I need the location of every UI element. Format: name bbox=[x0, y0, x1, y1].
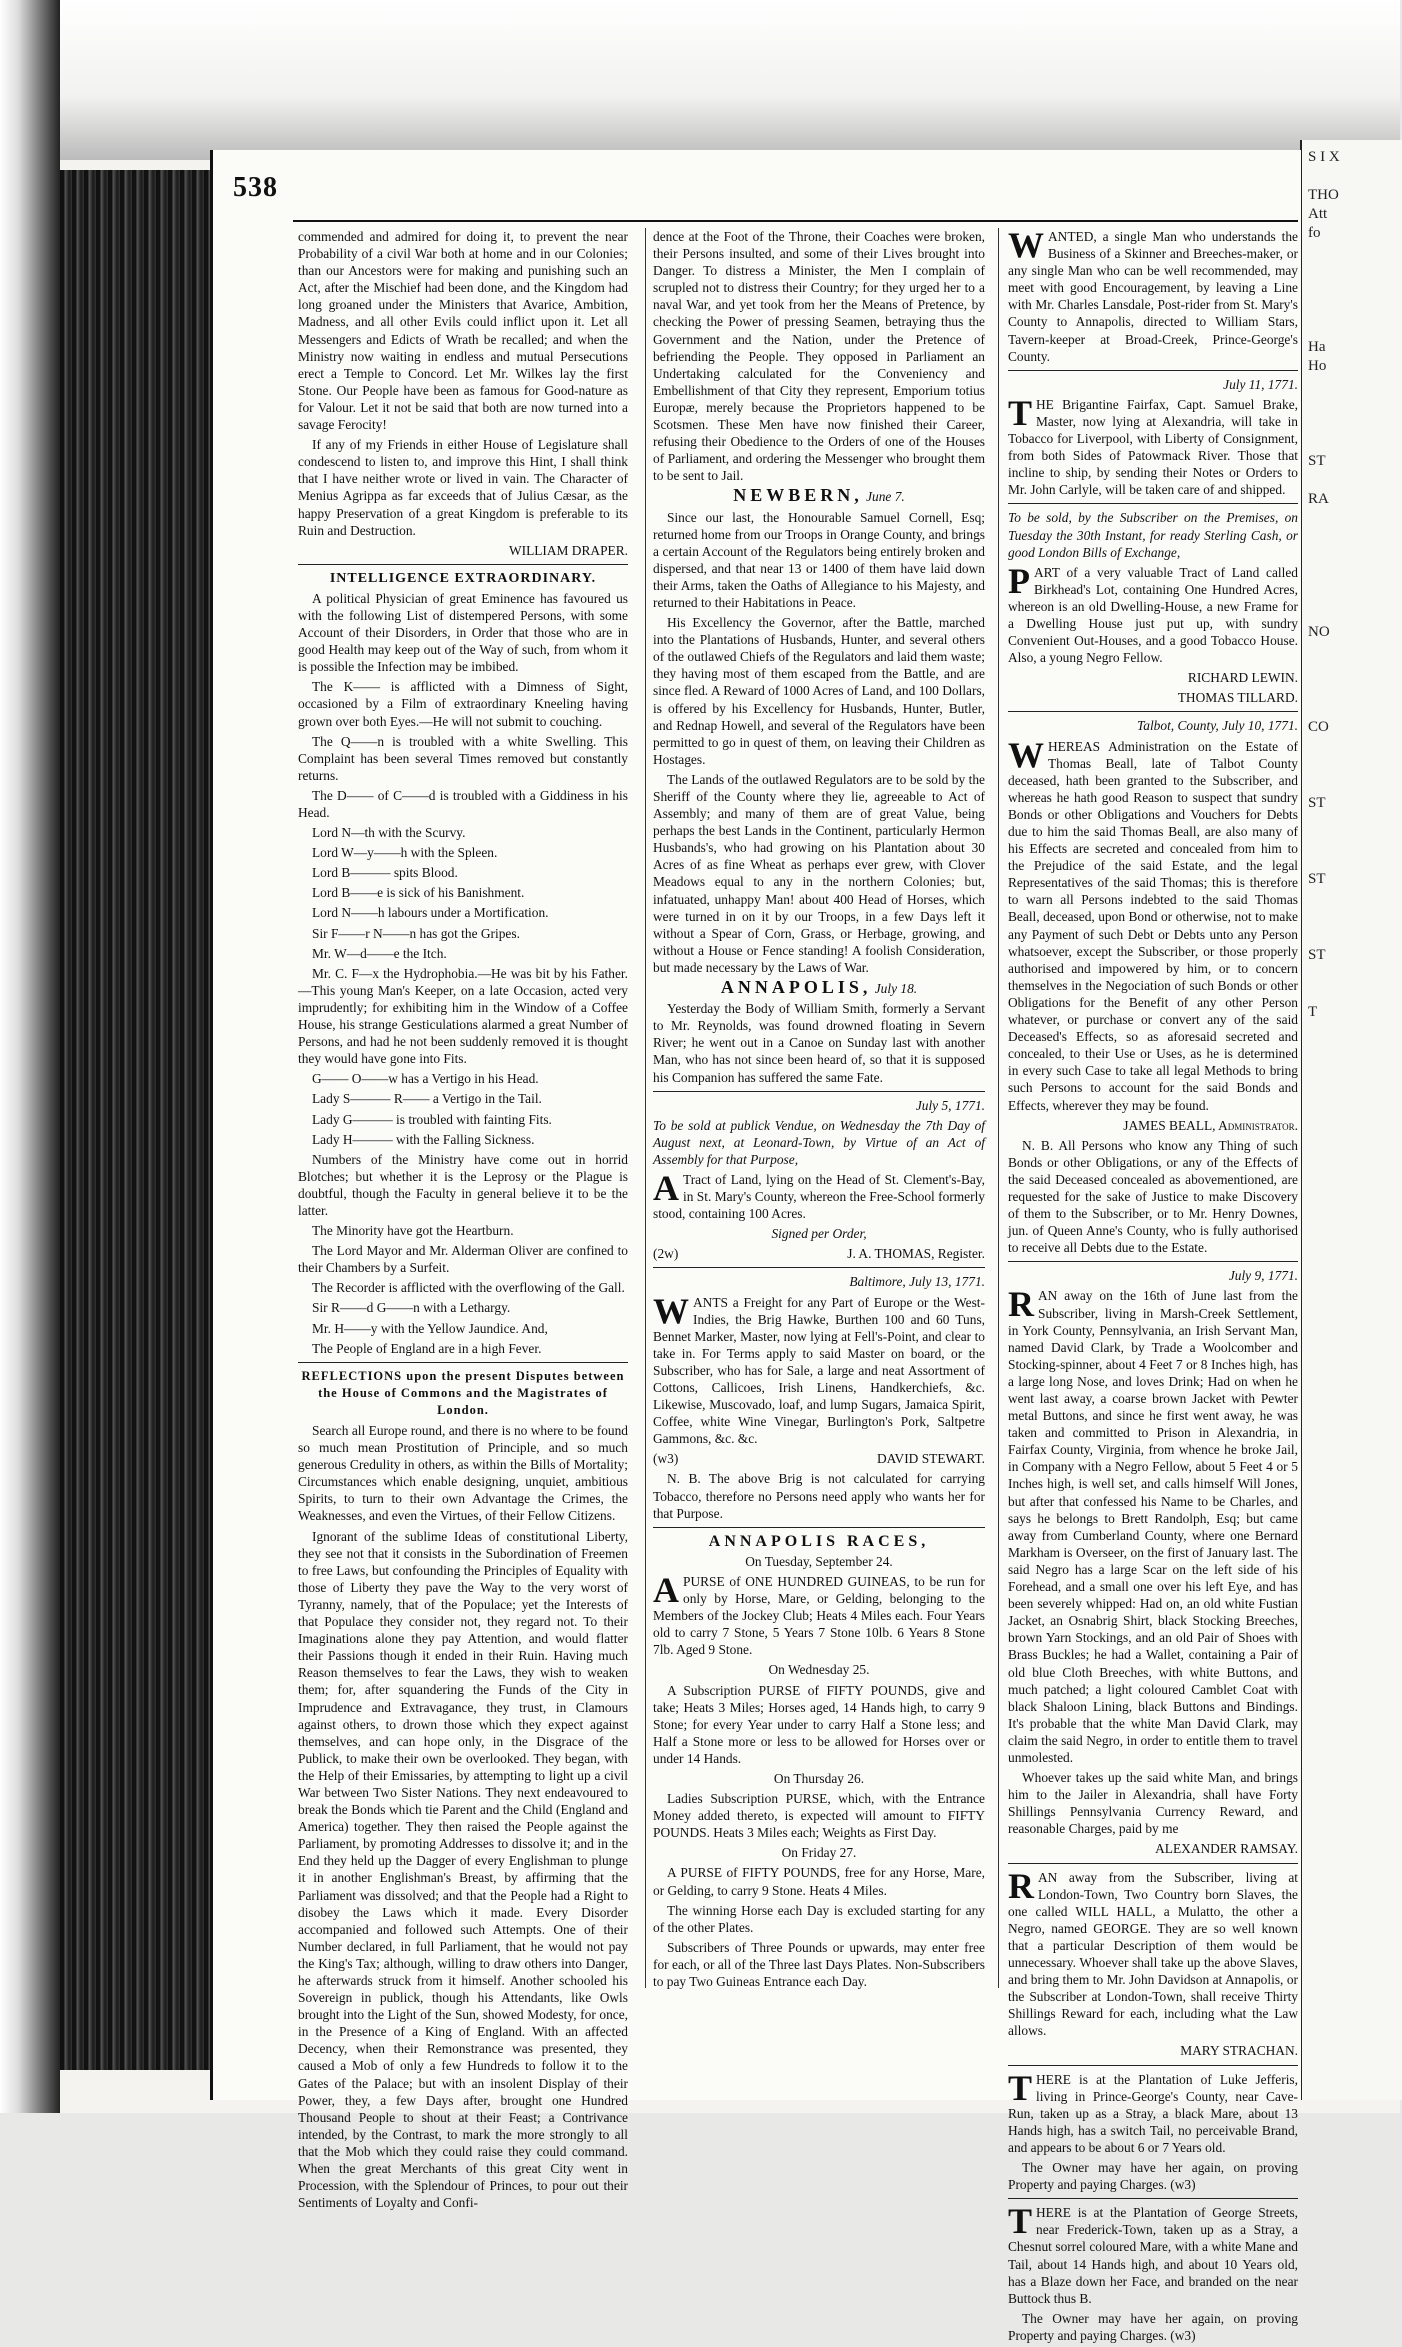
column-2 bbox=[653, 228, 985, 1993]
ad-body: A Tract of Land, lying on the Head of St. Clement's-Bay, in St. Mary's County, whereon the Free-School formerly stood, containing 100 Acres. bbox=[653, 1167, 985, 1222]
newspaper-page bbox=[210, 150, 1301, 2343]
race-body: A PURSE of FIFTY POUNDS, free for any Horse, Mare, or Gelding, to carry 9 Stone. Heats 4 Miles. bbox=[653, 1865, 985, 1898]
race-body: APURSE of ONE HUNDRED GUINEAS, to be run for only by Horse, Mare, or Gelding, belonging to the Members of the Jockey Club; Heats 4 Miles each. Four Years old to carry 7 Stone, 5 Years 7 Stone 10lb. 6 Years 8 Stone 7lb. Aged 9 Stone. bbox=[653, 1569, 985, 1658]
book-spine-edges bbox=[60, 170, 210, 2070]
paragraph: His Excellency the Governor, after the Battle, marched into the Plantations of Husbands, Hunter, and several others of the outlawed Chiefs of the Regulators and laid them waste; they having most of them escaped from the Battle, and are since fled. A Reward of 1000 Acres of Land, and 100 Dollars, is offered by his Excellency for Husbands, Hunter, Butler, and Rednap Howell, and several of the Regulators have been permitted to go in quest of them, on leaving their Children as Hostages. bbox=[653, 615, 985, 767]
signature: RICHARD LEWIN. bbox=[1187, 670, 1298, 686]
ad-footer: (w3) DAVID STEWART. bbox=[653, 1451, 985, 1467]
paragraph: The People of England are in a high Fever. bbox=[312, 1340, 542, 1356]
ad-body: RAN away on the 16th of June last from the Subscriber, living in Marsh-Creek Settlement, in York County, Pennsylvania, an Irish Servant Man, named David Clark, by Trade a Woolcomber and Stocking-spinner, about 4 Feet 7 or 8 Inches high, has a large long Nose, and loves Drink; Had on when he went last away, a coarse brown Jacket with Pewter metal Buttons, and since he first went away, he was taken and committed to Prison in Alexandria, in Fairfax County, Virginia, from whence he broke Jail, in Company with a Negro Fellow, about 5 Feet 4 or 5 Inches high, is well set, and calls himself Will Jones, but after that confessed his Name to be Charles, and says he belongs to Brett Randolph, Esq; but came away from Cumberland County, where one Bernard Markham is Overseer, on the first of January last. The said Negro has a large Scar on the left side of his Forehead, and a small one over his left Eye, and has been severely whipped: Had on, an old white Fustian Jacket, an Osnabrig Shirt, black Stocking Breeches, brown Yarn Stockings, and an old Pair of Shoes with Brass Buckles; he had a Wallet, containing a Pair of old blue Cloth Breeches, with white Buttons, and much patched; a light coloured Camblet Coat with black Shaloon Lining, black Buttons and Bindings. It's probable that the white Man David Clark, may claim the said Negro, in order to entitle them to travel unmolested. bbox=[1008, 1284, 1298, 1765]
ad-intro: To be sold at publick Vendue, on Wednesday the 7th Day of August next, at Leonard-Town, by Virtue of an Act of Assembly for that Purpose, bbox=[653, 1117, 985, 1167]
page-number: 538 bbox=[233, 172, 278, 203]
divider bbox=[653, 1091, 985, 1092]
paragraph: Whoever takes up the said white Man, and brings him to the Jailer in Alexandria, shall have Forty Shillings Pennsylvania Currency Reward, and reasonable Charges, paid by me bbox=[1008, 1770, 1298, 1837]
races-heading: ANNAPOLIS RACES, bbox=[708, 1532, 930, 1550]
paragraph: If any of my Friends in either House of Legislature shall condescend to listen to, and improve this Hint, I shall think that I have neither wrote or lived in vain. The Character of Menius Agrippa as far exceeds that of Julius Cæsar, as the happy Preservation of a great Kingdom is preferable to its Ruin and Destruction. bbox=[298, 437, 628, 538]
list-item: Mr. W—d——e the Itch. bbox=[312, 945, 447, 961]
ad-date: Talbot, County, July 10, 1771. bbox=[1137, 718, 1298, 734]
divider bbox=[1008, 1863, 1298, 1864]
paragraph: The D—— of C——d is troubled with a Giddiness in his Head. bbox=[298, 787, 628, 820]
paragraph: Mr. C. F—x the Hydrophobia.—He was bit by his Father.—This young Man's Keeper, on a late Occasion, acted very imprudently; for exhibiting him in the Window of a Coffee House, his strange Gesticulations alarmed a great Number of Persons, and had he not been suddenly removed it is thought they would have gone into Fits. bbox=[298, 965, 628, 1067]
column-rule bbox=[998, 228, 999, 1988]
ad-date: Baltimore, July 13, 1771. bbox=[849, 1274, 985, 1290]
dateline-date: July 18. bbox=[874, 981, 918, 997]
paragraph: commended and admired for doing it, to prevent the near Probability of a civil War both at home and in our Colonies; than our Ancestors were for making and punishing such an Act, after the Mischief had been done, and the Kingdom had long groaned under the Ministers that Avarice, Ambition, Madness, and all other Evils could inflict upon it. Let all Messengers and Edicts of Wrath be recalled; and when the Ministry now waiting in endless and mutual Persecutions erect a Temple to Concord. Let Mr. Wilkes lay the first Stone. Our People have been as famous for Good-nature as for Valour. Let it not be said that both are now turned into a savage Ferocity! bbox=[298, 229, 628, 433]
list-item: G—— O——w has a Vertigo in his Head. bbox=[312, 1071, 539, 1087]
ad-intro: To be sold, by the Subscriber on the Premises, on Tuesday the 30th Instant, for ready Sterling Cash, or good London Bills of Exchange, bbox=[1008, 510, 1298, 560]
paragraph: The winning Horse each Day is excluded starting for any of the other Plates. bbox=[653, 1902, 985, 1935]
divider bbox=[1008, 1261, 1298, 1262]
ad-body: THERE is at the Plantation of George Streets, near Frederick-Town, taken up as a Stray, a Chesnut sorrel coloured Mare, with a white Mane and Tail, about 14 Hands high, and about 10 Years old, has a Blaze down her Face, and branded on the near Buttock thus B. bbox=[1008, 2201, 1298, 2306]
race-body: A Subscription PURSE of FIFTY POUNDS, give and take; Heats 3 Miles; Horses aged, 14 Hands high, to carry 9 Stone; for every Year under to carry Half a Stone less; and Half a Stone more or less to be allowed for Horses over or under 14 Hands. bbox=[653, 1682, 985, 1766]
facing-page-text: S I X THO Att fo Ha Ho ST RA NO CO ST ST ST T bbox=[1308, 149, 1340, 1020]
paragraph: N. B. The above Brig is not calculated for carrying Tobacco, therefore no Persons need apply who wants her for that Purpose. bbox=[653, 1471, 985, 1521]
column-3 bbox=[1008, 225, 1298, 2347]
ad-date: July 9, 1771. bbox=[1228, 1268, 1298, 1284]
race-body: Ladies Subscription PURSE, which, with the Entrance Money added thereto, is expected will amount to FIFTY POUNDS. Heats 3 Miles each; Weights as First Day. bbox=[653, 1791, 985, 1841]
race-day: On Tuesday, September 24. bbox=[745, 1553, 893, 1569]
ad-body: PART of a very valuable Tract of Land called Birkhead's Lot, containing One Hundred Acres, whereon is an old Dwelling-House, a new Frame for a Dwelling House just put up, with sundry Convenient Out-Houses, and a good Tobacco House. Also, a young Negro Fellow. bbox=[1008, 560, 1298, 666]
list-item: Lord B——— spits Blood. bbox=[312, 865, 458, 881]
paragraph: Subscribers of Three Pounds or upwards, may enter free for each, or all of the Three last Days Plates. Non-Subscribers to pay Two Guineas Entrance each Day. bbox=[653, 1939, 985, 1989]
paragraph: Search all Europe round, and there is no where to be found so much mean Prostitution of Principle, and so much generous Credulity in others, as within the Bills of Mortality; Circumstances which enable designing, unquiet, ambitious Spirits, to turn to their own Advantage the Crimes, the Weaknesses, and even the Virtues, of their Fellow Citizens. bbox=[298, 1423, 628, 1524]
signature: WILLIAM DRAPER. bbox=[508, 542, 628, 558]
ad-body: WANTS a Freight for any Part of Europe or the West-Indies, the Brig Hawke, Burthen 100 and 60 Tuns, Bennet Marker, Master, now lying at Fell's-Point, and clear to take in. For Terms apply to said Master on board, or the Subscriber, who has for Sale, a large and neat Assortment of Cottons, Callicoes, Irish Linens, Handkerchiefs, &c. Likewise, Muscovado, loaf, and lump Sugars, Jamaica Spirit, Coffee, white Wine Vinegar, Burlington's Pork, Saltpetre Gammons, &c. &c. bbox=[653, 1290, 985, 1447]
paragraph: Yesterday the Body of William Smith, formerly a Servant to Mr. Reynolds, was found drowned floating in Severn River; he went out in a Canoe on Sunday last with another Man, who has not since been heard of, so that it is supposed his Companion has suffered the same Fate. bbox=[653, 1001, 985, 1085]
divider bbox=[298, 564, 628, 565]
dateline-place: ANNAPOLIS, bbox=[720, 977, 872, 998]
paragraph: The K—— is afflicted with a Dimness of Sight, occasioned by a Film of extraordinary Kneeling having grown over both Eyes.—He will not submit to couching. bbox=[298, 679, 628, 729]
paragraph: The Q——n is troubled with a white Swelling. This Complaint has been several Times removed but constantly returns. bbox=[298, 733, 628, 783]
divider bbox=[1008, 503, 1298, 504]
list-item: Lady G——— is troubled with fainting Fits. bbox=[312, 1111, 552, 1127]
dateline-place: NEWBERN, bbox=[733, 485, 863, 506]
race-day: On Thursday 26. bbox=[773, 1770, 865, 1786]
list-item: Lord N—th with the Scurvy. bbox=[312, 825, 466, 841]
paragraph: A political Physician of great Eminence has favoured us with the following List of distempered Persons, with some Account of their Disorders, in Order that those who are in good Health may keep out of the Way of such, from whom it is possible the Infection may be imbibed. bbox=[298, 590, 628, 675]
dateline bbox=[653, 979, 985, 997]
section-heading: INTELLIGENCE EXTRAORDINARY. bbox=[329, 570, 597, 586]
dateline-date: June 7. bbox=[866, 489, 905, 505]
binding-shadow bbox=[0, 0, 60, 2113]
list-item: Lord W—y——h with the Spleen. bbox=[312, 845, 498, 861]
paragraph: The Recorder is afflicted with the overflowing of the Gall. bbox=[312, 1280, 625, 1296]
ad-body: WANTED, a single Man who understands the Business of a Skinner and Breeches-maker, or any single Man who can be well recommended, may meet with good Encouragement, by leaving a Line with Mr. Charles Lansdale, Post-rider from St. Mary's County to Annapolis, directed to William Stars, Tavern-keeper at Broad-Creek, Prince-George's County. bbox=[1008, 225, 1298, 364]
paragraph: The Lord Mayor and Mr. Alderman Oliver are confined to their Chambers by a Surfeit. bbox=[298, 1243, 628, 1276]
section-heading: REFLECTIONS upon the present Disputes between the House of Commons and the Magistrates of London. bbox=[301, 1368, 625, 1417]
page-top-edge bbox=[60, 0, 1400, 160]
race-day: On Wednesday 25. bbox=[768, 1662, 870, 1678]
list-item: Lady H——— with the Falling Sickness. bbox=[312, 1131, 535, 1147]
paragraph: The Owner may have her again, on proving Property and paying Charges. (w3) bbox=[1008, 2160, 1298, 2193]
paragraph: N. B. All Persons who know any Thing of such Bonds or other Obligations, or any of the Effects of the said Deceased concealed as abovementioned, are requested for the sake of Justice to make Discovery of them to the Subscriber, or to Mr. Henry Downes, jun. of Queen Anne's County, who is fully authorised to receive all Debts due to the Estate. bbox=[1008, 1137, 1298, 1256]
list-item: Lady S——— R—— a Vertigo in the Tail. bbox=[312, 1091, 542, 1107]
column-1 bbox=[298, 228, 628, 2214]
signature: THOMAS TILLARD. bbox=[1177, 690, 1298, 706]
dateline bbox=[653, 487, 985, 505]
paragraph: Since our last, the Honourable Samuel Cornell, Esq; returned home from our Troops in Orange County, and brings a certain Account of the Regulators being entirely broken and dispersed, and that near 13 or 1400 of them have laid down their Arms, taken the Oaths of Allegiance to his Majesty, and returned to their Habitations in Peace. bbox=[653, 509, 985, 610]
ad-body: RAN away from the Subscriber, living at London-Town, Two Country born Slaves, the one called WILL HALL, a Mulatto, the other a Negro, named GEORGE. They are so well known that a particular Description of them would be unnecessary. Whoever shall take up the above Slaves, and bring them to Mr. John Davidson at Annapolis, or the Subscriber at London-Town, shall receive Thirty Shillings Reward for each, including what the Law allows. bbox=[1008, 1865, 1298, 2039]
signature: ALEXANDER RAMSAY. bbox=[1155, 1841, 1298, 1857]
divider bbox=[653, 1527, 985, 1528]
divider bbox=[653, 1267, 985, 1268]
divider bbox=[1008, 2198, 1298, 2199]
paragraph: The Minority have got the Heartburn. bbox=[312, 1223, 514, 1239]
ad-body: WHEREAS Administration on the Estate of Thomas Beall, late of Talbot County deceased, hath been granted to the Subscriber, and whereas he hath good Reason to suspect that sundry Bonds or other Obligations and Vouchers for Debts due to him the said Thomas Beall, are also many of his Effects are secreted and concealed from him to the Prejudice of the said Estate, and the legal Representatives of the said Thomas; this is therefore to warn all Persons indebted to the said Thomas Beall, deceased, upon Bond or otherwise, not to make any Payment of such Debt or Debts unto any Person whatsoever, except the Subscriber, or those properly authorised and impowered by him, or to concern themselves in the Negociation of such Bonds or other Obligations for the Benefit of any other Person whatever, or purchase or convert any of the said Deceased's Effects, so as aforesaid secreted and concealed, to their Use or Uses, as he is determined in every such Case to take all legal Methods to bring such Persons to account for the said Bonds and Effects, wherever they may be found. bbox=[1008, 734, 1298, 1113]
ad-date: July 5, 1771. bbox=[915, 1097, 985, 1113]
ad-date: July 11, 1771. bbox=[1223, 376, 1298, 392]
divider bbox=[1008, 2065, 1298, 2066]
paragraph: The Owner may have her again, on proving Property and paying Charges. (w3) bbox=[1008, 2310, 1298, 2343]
signature: JAMES BEALL, Administrator. bbox=[1123, 1117, 1298, 1133]
divider bbox=[298, 1362, 628, 1363]
paragraph: The Lands of the outlawed Regulators are to be sold by the Sheriff of the County where they lie, agreeable to Act of Assembly; and many of them are of great Value, being perhaps the best Lands in the Continent, particularly Hermon Husbands's, who had growing on his Plantation about 30 Acres of as fine Wheat as perhaps ever grew, with Clover Meadows equal to any in the northern Colonies; but, infatuated, unhappy Man! about 400 Head of Horses, which were turned in on it by our Troops, in a few Days left it without a Spear of Corn, Grass, or Herbage, growing, and without a House or Fence standing! A foolish Consideration, but made necessary by the Laws of War. bbox=[653, 771, 985, 975]
ad-body: THE Brigantine Fairfax, Capt. Samuel Brake, Master, now lying at Alexandria, will take in Tobacco for Liverpool, with Liberty of Consignment, from both Sides of Patowmack River. Those that incline to ship, by sending their Notes or Orders to Mr. John Carlyle, will be taken care of and shipped. bbox=[1008, 392, 1298, 498]
divider bbox=[1008, 711, 1298, 712]
signature: MARY STRACHAN. bbox=[1180, 2043, 1298, 2059]
ad-signed: Signed per Order, bbox=[771, 1226, 867, 1242]
facing-page-fragment bbox=[1300, 140, 1402, 2100]
ad-footer: (2w) J. A. THOMAS, Register. bbox=[653, 1246, 985, 1262]
list-item: Sir R——d G——n with a Lethargy. bbox=[312, 1300, 511, 1316]
divider bbox=[1008, 370, 1298, 371]
paragraph: Numbers of the Ministry have come out in horrid Blotches; but whether it is the Leprosy or the Plague is doubtful, though the Faculty in general believe it to be the latter. bbox=[298, 1151, 628, 1218]
paragraph: Ignorant of the sublime Ideas of constitutional Liberty, they see not that it consists in the Subordination of Freemen to free Laws, but confounding the Principles of Equality with those of Liberty they pave the Way to the very worst of Tyranny, namely, that of the Populace; yet the Interests of that Populace they consider not, they regard not. To their Imaginations alone they pay Attention, and would flatter their Passions though it ended in their Ruin. Having much Reason themselves to fear the Laws, they wish to weaken them; for, after squandering the Funds of the City in Imprudence and Extravagance, they trust, in Clamours against others, to drown those which they expect against themselves, and can hope only, in the Disgrace of the Publick, to make their own be overlooked. They began, with the Help of their Emissaries, by attempting to light up a civil War between Two Sister Nations. They next endeavoured to break the Bonds which tie Parent and the Child (England and America) together. They then raised the People against the Parliament, by promoting Addresses to dissolve it; and in the End they held up the Dagger of every Englishman to plunge it in another Englishman's Breast, by affirming that the Parliament was dissolved; and that the People had a Right to disobey the Laws which it made. Every Disorder accompanied and followed such Attempts. One of their Number declared, in full Parliament, that he would not pay the King's Tax; although, willing to draw others into Danger, he afterwards struck from it himself. Another schooled his Sovereign in publick, though his Attendants, like Owls brought into the Light of the Sun, showed Modesty, for once, in the Presence of a King of England. With an affected Decency, when their Remonstrance was presented, they caused a Mob of only a few Hundreds to follow it to the Gates of the Palace; but with an insolent Display of their Power, they, a few Days after, brought one Hundred Thousand People to shout at their Feast; a Contrivance intended, by the Contrast, to mark the more strongly to all that the Mob which they could raise they could command. When the great Merchants of this great City went in Procession, with the Splendour of Princes, to pour out their Sentiments of Loyalty and Confi- bbox=[298, 1528, 628, 2211]
list-item: Mr. H——y with the Yellow Jaundice. And, bbox=[312, 1320, 548, 1336]
race-day: On Friday 27. bbox=[781, 1845, 857, 1861]
column-rule bbox=[645, 228, 646, 1988]
list-item: Sir F——r N——n has got the Gripes. bbox=[312, 925, 520, 941]
list-item: Lord N——h labours under a Mortification. bbox=[312, 905, 549, 921]
list-item: Lord B——e is sick of his Banishment. bbox=[312, 885, 525, 901]
paragraph: dence at the Foot of the Throne, their Coaches were broken, their Persons insulted, and some of their Lives brought into Danger. To distress a Minister, the Men I complain of scrupled not to distress their Country; for they urged her to a naval War, and yet took from her the Means of Pretence, by checking the Power of pressing Seamen, betraying thus the Government and the Nation, under the Pretence of befriending the People. They opposed in Parliament an Undertaking calculated for the Conveniency and Embellishment of that City they represent, Emporium totius Europæ, merely because the Proprietors happened to be Scotsmen. These Men have now finished their Career, refusing their Obedience to the Orders of one of the Houses of Parliament, and ordering the Messenger who brought them to be sent to Jail. bbox=[653, 229, 985, 484]
ad-body: THERE is at the Plantation of Luke Jefferis, living in Prince-George's County, near Cave-Run, taken up as a Stray, a black Mare, about 13 Hands high, has a switch Tail, no perceivable Brand, and appears to be about 6 or 7 Years old. bbox=[1008, 2067, 1298, 2155]
header-rule bbox=[293, 220, 1298, 222]
